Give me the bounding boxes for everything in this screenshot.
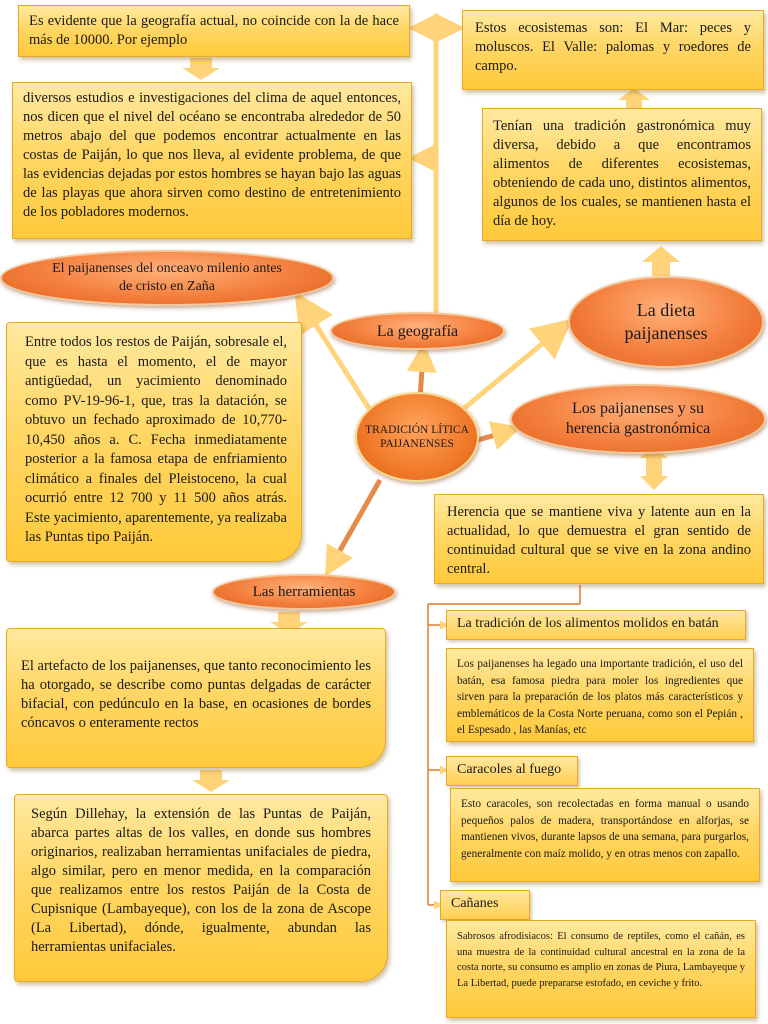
batan-text-box bbox=[446, 648, 754, 742]
node-dieta-label: La dieta paijanenses bbox=[624, 300, 708, 343]
artefacto-text: El artefacto de los paijanenses, que tanto reconocimiento les ha otorgado, se describe como puntas delgadas de carácter bifacial, con pedúnculo en la base, en ocasiones de bordes cóncavos o enteramente rectos bbox=[21, 658, 371, 731]
geografia-box-detail bbox=[12, 82, 412, 239]
artefacto-box bbox=[6, 628, 386, 768]
cananes-text-box bbox=[446, 920, 756, 1018]
arrow-box1-down bbox=[182, 58, 220, 80]
restos-box bbox=[6, 322, 302, 562]
restos-text: Entre todos los restos de Paiján, sobresale el, que es hasta el momento, el de mayor antigüedad, un yacimiento denominado como PV-19-96-1, que, tras la datación, se obtuvo un fechado aproximado de 10,770-10,450 años a. C. Fecha inmediatamente posterior a la famosa etapa de enfriamiento climático a finales del Pleistoceno, la cual ocurrió entre 12 700 y 11 500 años atrás. Este yacimiento, aparentemente, ya realizaba las Puntas tipo Paiján. bbox=[25, 334, 287, 545]
node-herencia bbox=[510, 384, 766, 454]
node-herencia-label: Los paijanenses y su herencia gastronómica bbox=[565, 400, 711, 437]
arrow-to-herramientas bbox=[330, 480, 380, 568]
herencia-viva-box bbox=[434, 494, 764, 584]
batan-text: Los paijanenses ha legado una importante tradición, el uso del batán, esa famosa piedra para moler los ingredientes que sirven para la preparación de los platos más característicos y emblemáticos de la Costa Norte peruana, como son el Pepián , el Espesado , las Manías, etc bbox=[457, 658, 743, 736]
ecosistemas-text: Estos ecosistemas son: El Mar: peces y moluscos. El Valle: palomas y roedores de campo. bbox=[475, 20, 751, 74]
dillehay-box bbox=[14, 794, 388, 982]
caracoles-title-box bbox=[446, 756, 578, 786]
geografia-box-intro bbox=[18, 5, 410, 57]
node-herramientas-label: Las herramientas bbox=[252, 583, 356, 600]
batan-title: La tradición de los alimentos molidos en batán bbox=[457, 616, 719, 631]
node-onceavo-label: El paijanenses del onceavo milenio antes de cristo en Zaña bbox=[52, 261, 282, 294]
arrow-artefacto-down bbox=[192, 770, 230, 792]
arrow-to-herencia bbox=[478, 430, 512, 440]
geografia-intro-text: Es evidente que la geografía actual, no coincide con la de hace más de 10000. Por ejemplo bbox=[29, 13, 399, 48]
arrow-dieta-up bbox=[642, 246, 680, 276]
cananes-text: Sabrosos afrodisiacos: El consumo de reptiles, como el cañán, es una muestra de la continuidad cultural ancestral en la zona de la costa norte, su consumo es amplio en zonas de Piura, Lambayeque y La Libertad, puede prepararse estofado, en ceviche y frito. bbox=[457, 931, 745, 989]
batan-title-box bbox=[446, 610, 746, 640]
center-node bbox=[355, 392, 479, 482]
node-geografia bbox=[330, 312, 505, 350]
cananes-title-box bbox=[440, 890, 530, 920]
node-herramientas bbox=[212, 574, 396, 610]
caracoles-text: Esto caracoles, son recolectadas en forma manual o usando pequeños palos de madera, transportándose en alforjas, se mantienen vivos, durante lapsos de una semana, para purgarlos, generalmente con maíz molido, y en otras menos con zapallo. bbox=[461, 798, 749, 860]
node-geografia-label: La geografía bbox=[376, 322, 459, 340]
geografia-detail-text: diversos estudios e investigaciones del clima de aquel entonces, nos dicen que el nivel del océano se encontraba alrededor de 50 metros abajo del que podemos encontrar actualmente en las costas de Paiján, lo que nos lleva, al evidente problema, de que las evidencias dejadas por estos hombres se hayan bajo las aguas de las playas que ahora sirven como destino de entretenimiento de los pobladores modernos. bbox=[23, 90, 401, 220]
center-node-title: TRADICIÓN LÍTICA PAIJANENSES bbox=[365, 424, 469, 450]
dillehay-text: Según Dillehay, la extensión de las Puntas de Paiján, abarca partes altas de los valles, en donde sus hombres originarios, realizaban herramientas unifaciales de piedra, algo similar, pero en menor medida, en la comparación que realizamos entre los restos Paiján de la Costa de Cupisnique (Lambayeque), con los de la zona de Ascope (La Libertad), dónde, igualmente, abundan las herramientas unifaciales. bbox=[31, 806, 371, 955]
caracoles-title: Caracoles al fuego bbox=[457, 762, 562, 777]
node-dieta bbox=[568, 276, 764, 368]
cananes-title: Cañanes bbox=[451, 896, 499, 911]
arrow-tradicion-up bbox=[618, 88, 650, 108]
node-onceavo-milenio bbox=[0, 250, 334, 306]
ecosistemas-box bbox=[462, 10, 764, 90]
tradicion-text: Tenían una tradición gastronómica muy diversa, debido a que encontramos alimentos de diferentes ecosistemas, obteniendo de cada uno, distintos alimentos, algunos de los cuales, se mantienen hasta el día de hoy. bbox=[493, 118, 751, 229]
caracoles-text-box bbox=[450, 788, 760, 882]
tradicion-box bbox=[482, 108, 762, 241]
herencia-viva-text: Herencia que se mantiene viva y latente aun en la actualidad, lo que demuestra el gran sentido de continuidad cultural que se vive en la zona andino central. bbox=[447, 504, 751, 577]
